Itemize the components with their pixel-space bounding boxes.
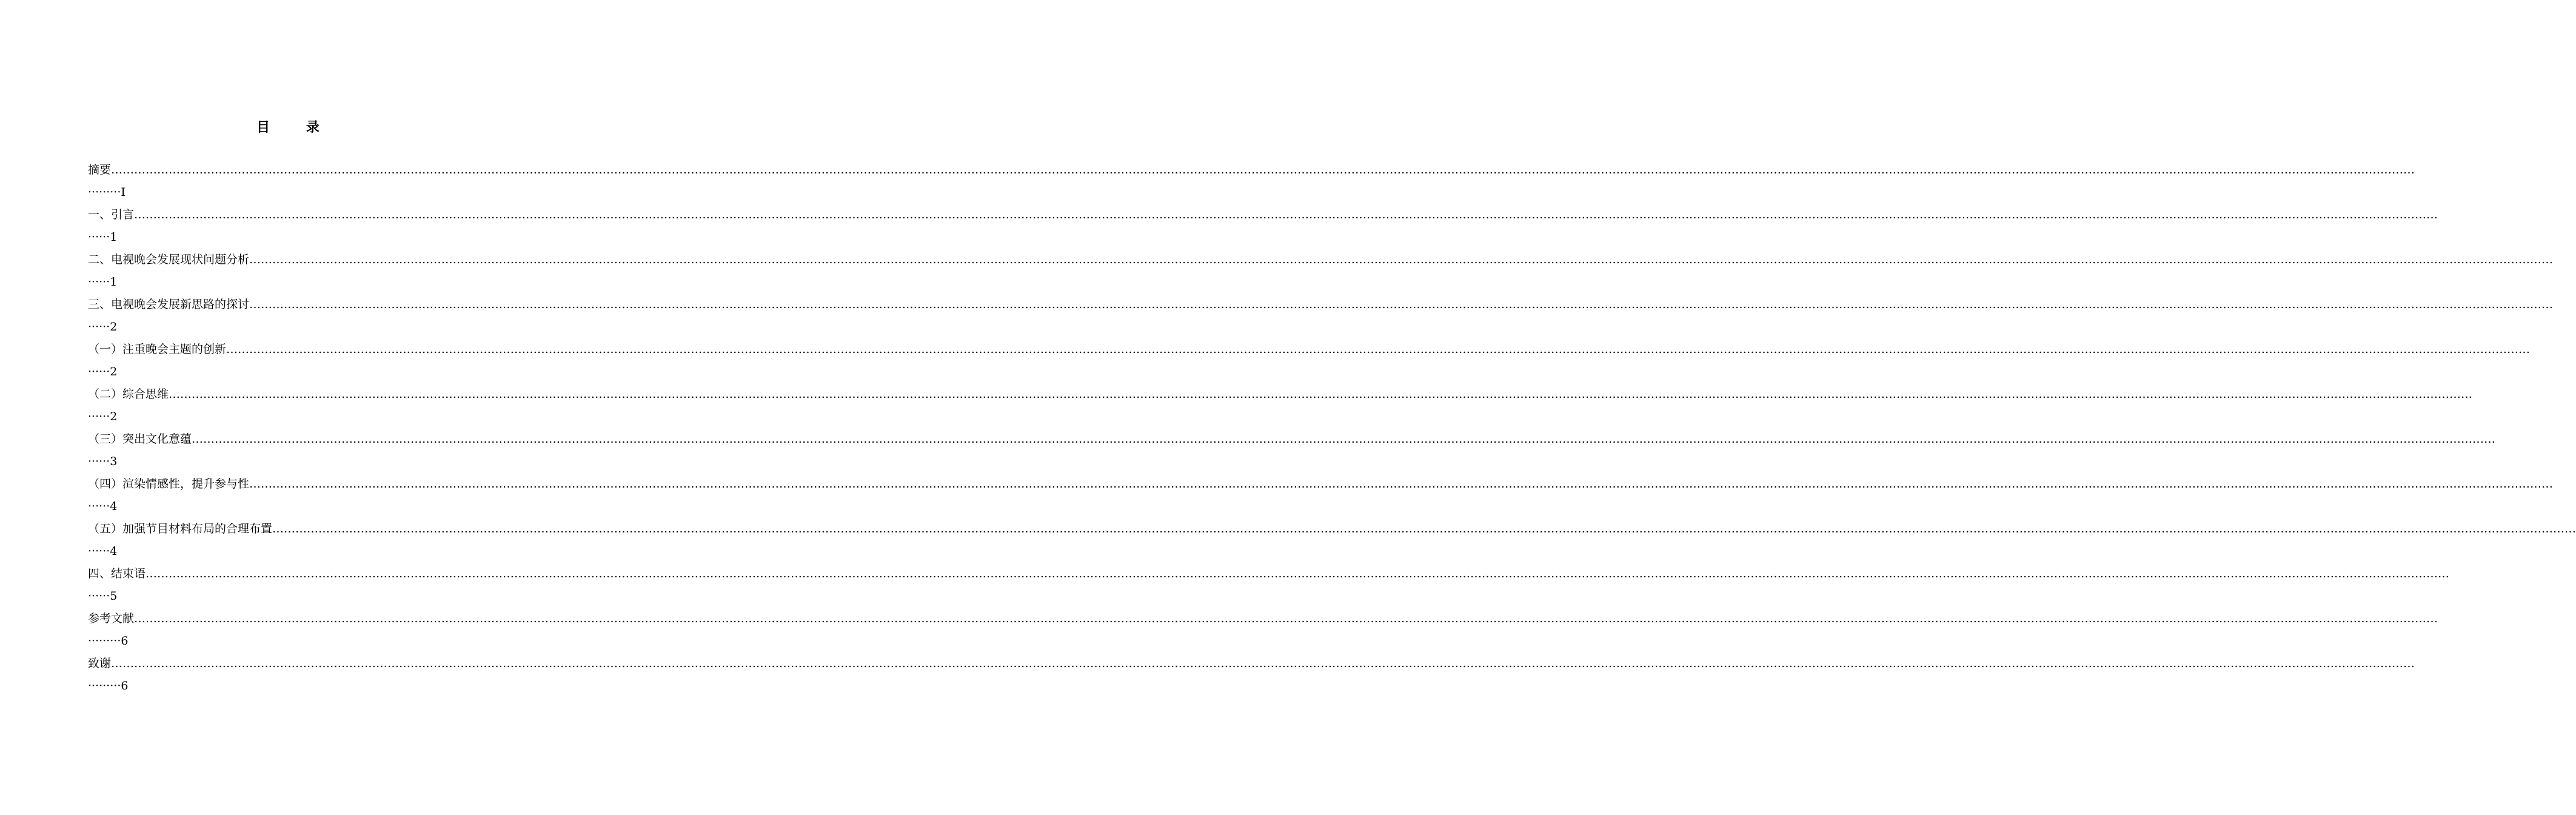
toc-entry[interactable] <box>88 338 2531 383</box>
toc-entry-label: 二、电视晚会发展现状问题分析 <box>88 253 250 266</box>
toc-dot-leader-tail: ······ <box>88 275 110 289</box>
toc-page-number: 2 <box>110 365 118 378</box>
toc-entry[interactable] <box>88 652 2415 697</box>
toc-entry-label: 摘要 <box>88 163 112 176</box>
toc-dot-leader: …………………………………………………………………………………………………………………………………………………………………………………………………………………………………………………………………………………………………………………………………………………………………………………………………………………………………………………………………………………………………………………………………………………… <box>192 432 2496 446</box>
toc-dot-leader: …………………………………………………………………………………………………………………………………………………………………………………………………………………………………………………………………………………………………………………………………………………………………………………………………………………………………………………………………………………………………………………………………………………… <box>134 612 2438 625</box>
toc-entry-label: （四）渲染情感性，提升参与性 <box>88 477 250 491</box>
toc-dot-leader: …………………………………………………………………………………………………………………………………………………………………………………………………………………………………………………………………………………………………………………………………………………………………………………………………………………………………………………………………………………………………………………………………………………… <box>111 163 2415 176</box>
toc-entry[interactable] <box>88 383 2473 428</box>
toc-page-number: 2 <box>110 320 118 334</box>
toc-title: 目 录 <box>256 119 335 135</box>
toc-entry[interactable] <box>88 159 2415 204</box>
toc-entry[interactable] <box>88 563 2450 608</box>
toc-entry-label: （三）突出文化意蕴 <box>88 432 192 446</box>
toc-dot-leader-tail: ······ <box>88 320 110 334</box>
toc-entry-label: 三、电视晚会发展新思路的探讨 <box>88 298 250 311</box>
toc-dot-leader-tail: ········· <box>88 634 121 648</box>
toc-dot-leader: …………………………………………………………………………………………………………………………………………………………………………………………………………………………………………………………………………………………………………………………………………………………………………………………………………………………………………………………………………………………………………………………………………………… <box>249 298 2554 311</box>
toc-page-number: I <box>121 186 125 199</box>
toc-page-number: 4 <box>110 500 118 513</box>
toc-page-number: 2 <box>110 410 118 423</box>
toc-page-number: 4 <box>110 545 118 558</box>
toc-entry[interactable] <box>88 428 2496 473</box>
toc-dot-leader-tail: ······ <box>88 410 110 423</box>
toc-page-number: 6 <box>121 634 129 648</box>
toc-dot-leader: …………………………………………………………………………………………………………………………………………………………………………………………………………………………………………………………………………………………………………………………………………………………………………………………………………………………………………………………………………………………………………………………………………………… <box>134 208 2438 221</box>
toc-entry[interactable] <box>88 293 2554 338</box>
toc-dot-leader-tail: ······ <box>88 589 110 603</box>
toc-dot-leader: …………………………………………………………………………………………………………………………………………………………………………………………………………………………………………………………………………………………………………………………………………………………………………………………………………………………………………………………………………………………………………………………………………………… <box>146 567 2450 580</box>
toc-dot-leader: …………………………………………………………………………………………………………………………………………………………………………………………………………………………………………………………………………………………………………………………………………………………………………………………………………………………………………………………………………………………………………………………………………………… <box>249 477 2554 491</box>
toc-dot-leader: …………………………………………………………………………………………………………………………………………………………………………………………………………………………………………………………………………………………………………………………………………………………………………………………………………………………………………………………………………………………………………………………………………………… <box>272 522 2576 535</box>
toc-entry[interactable] <box>88 608 2438 652</box>
toc-dot-leader-tail: ······ <box>88 500 110 513</box>
toc-entry-label: 参考文献 <box>88 612 135 625</box>
toc-entry[interactable] <box>88 204 2438 249</box>
toc-dot-leader: …………………………………………………………………………………………………………………………………………………………………………………………………………………………………………………………………………………………………………………………………………………………………………………………………………………………………………………………………………………………………………………………………………………… <box>111 657 2415 670</box>
toc-entry-label: （一）注重晚会主题的创新 <box>88 343 227 356</box>
toc-entry-label: 一、引言 <box>88 208 135 221</box>
toc-dot-leader-tail: ······ <box>88 545 110 558</box>
toc-dot-leader-tail: ······ <box>88 455 110 468</box>
toc-entry-label: （五）加强节目材料布局的合理布置 <box>88 522 273 535</box>
toc-dot-leader-tail: ······ <box>88 230 110 244</box>
toc-page-number: 1 <box>110 230 118 244</box>
toc-dot-leader: …………………………………………………………………………………………………………………………………………………………………………………………………………………………………………………………………………………………………………………………………………………………………………………………………………………………………………………………………………………………………………………………………………………… <box>226 343 2531 356</box>
toc-entry[interactable] <box>88 518 2576 563</box>
toc-page-number: 1 <box>110 275 118 289</box>
toc-dot-leader-tail: ······ <box>88 365 110 378</box>
toc-entry-label: 致谢 <box>88 657 112 670</box>
toc-dot-leader-tail: ········· <box>88 679 121 693</box>
toc-entry[interactable] <box>88 473 2554 518</box>
toc-dot-leader-tail: ········· <box>88 186 121 199</box>
toc-page-number: 5 <box>110 589 118 603</box>
toc-entry[interactable] <box>88 249 2554 293</box>
toc-entry-label: 四、结束语 <box>88 567 146 580</box>
toc-page-number: 6 <box>121 679 129 693</box>
toc-entry-label: （二）综合思维 <box>88 387 169 401</box>
toc-page-number: 3 <box>110 455 118 468</box>
toc-dot-leader: …………………………………………………………………………………………………………………………………………………………………………………………………………………………………………………………………………………………………………………………………………………………………………………………………………………………………………………………………………………………………………………………………………………… <box>169 387 2473 401</box>
toc-list <box>88 159 2576 697</box>
toc-dot-leader: …………………………………………………………………………………………………………………………………………………………………………………………………………………………………………………………………………………………………………………………………………………………………………………………………………………………………………………………………………………………………………………………………………………… <box>249 253 2554 266</box>
